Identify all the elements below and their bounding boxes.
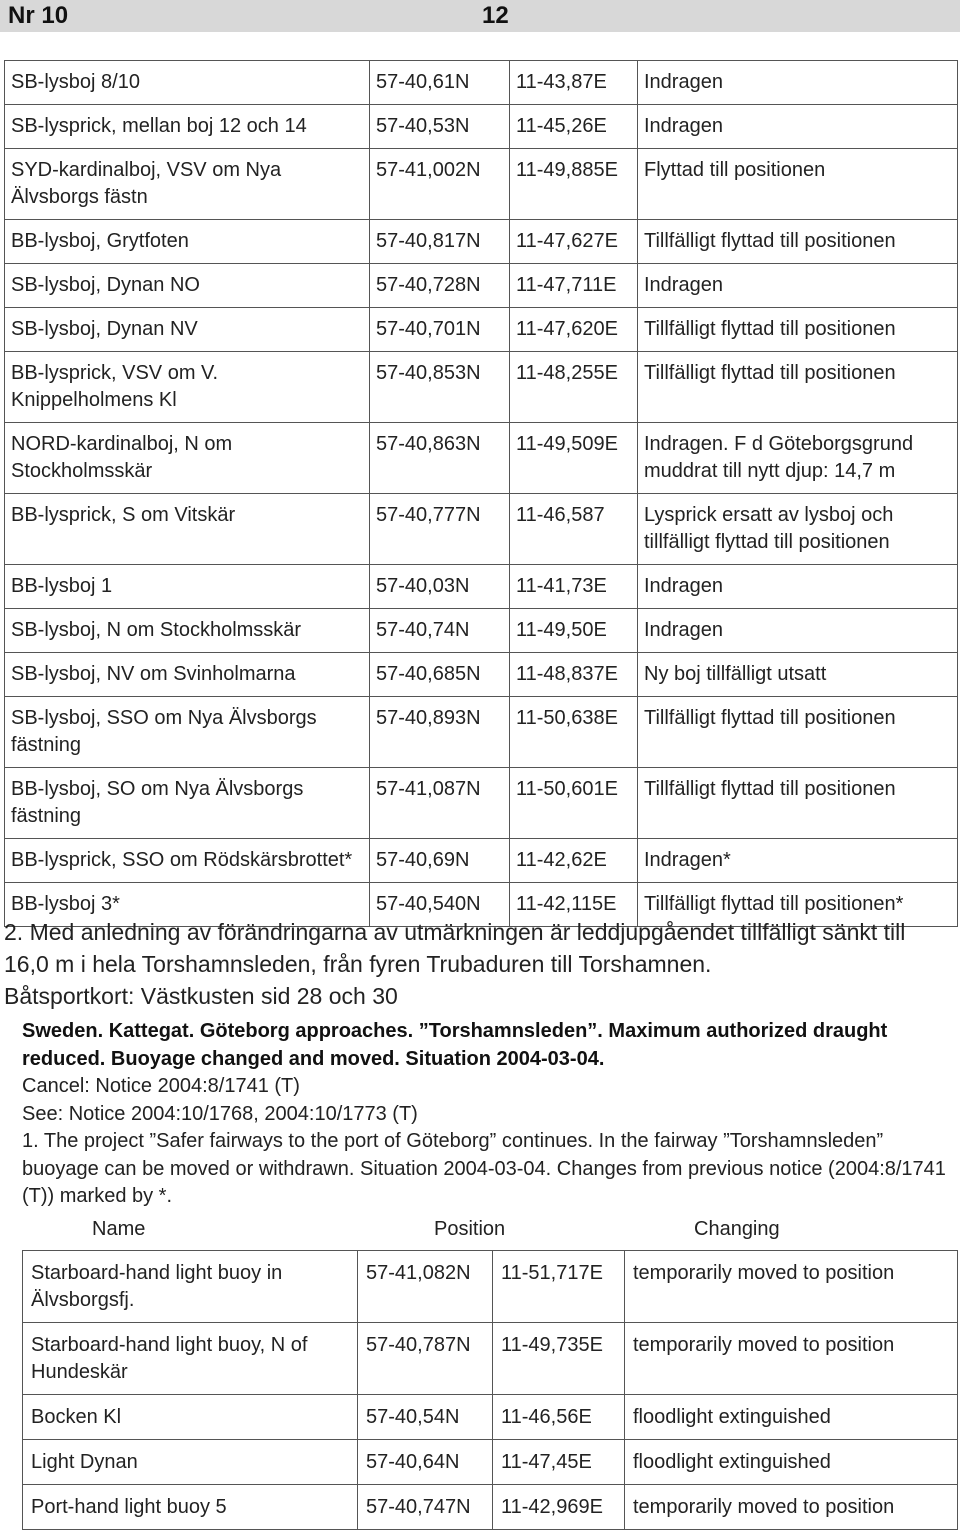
table-row bbox=[5, 264, 958, 308]
buoy-name: BB-lysboj, SO om Nya Älvsborgs fästning bbox=[5, 768, 370, 839]
table-row bbox=[5, 105, 958, 149]
header-position: Position bbox=[434, 1218, 506, 1240]
buoy-change-table-swedish bbox=[4, 60, 958, 927]
change-description: temporarily moved to position bbox=[625, 1485, 958, 1530]
change-description: temporarily moved to position bbox=[625, 1251, 958, 1323]
table-row bbox=[5, 352, 958, 423]
latitude: 57-40,685N bbox=[370, 653, 510, 697]
buoy-name: NORD-kardinalboj, N om Stockholmsskär bbox=[5, 423, 370, 494]
buoy-name: SB-lysboj, N om Stockholmsskär bbox=[5, 609, 370, 653]
latitude: 57-40,53N bbox=[370, 105, 510, 149]
change-description: floodlight extinguished bbox=[625, 1395, 958, 1440]
longitude: 11-51,717E bbox=[493, 1251, 625, 1323]
english-notice bbox=[22, 1018, 952, 1211]
change-description: Tillfälligt flyttad till positionen bbox=[638, 768, 958, 839]
latitude: 57-40,701N bbox=[370, 308, 510, 352]
page-header bbox=[0, 0, 960, 32]
longitude: 11-49,735E bbox=[493, 1323, 625, 1395]
latitude: 57-40,61N bbox=[370, 61, 510, 105]
change-description: Tillfälligt flyttad till positionen bbox=[638, 352, 958, 423]
longitude: 11-48,837E bbox=[510, 653, 638, 697]
table-row bbox=[5, 220, 958, 264]
longitude: 11-49,885E bbox=[510, 149, 638, 220]
header-name: Name bbox=[92, 1218, 146, 1240]
latitude: 57-40,64N bbox=[358, 1440, 493, 1485]
cancel-line: Cancel: Notice 2004:8/1741 (T) bbox=[22, 1075, 300, 1097]
change-description: Tillfälligt flyttad till positionen bbox=[638, 697, 958, 768]
latitude: 57-40,893N bbox=[370, 697, 510, 768]
latitude: 57-40,787N bbox=[358, 1323, 493, 1395]
change-description: Tillfälligt flyttad till positionen bbox=[638, 308, 958, 352]
see-line: See: Notice 2004:10/1768, 2004:10/1773 (T) bbox=[22, 1102, 418, 1125]
latitude: 57-40,777N bbox=[370, 494, 510, 565]
table-row bbox=[23, 1485, 958, 1530]
buoy-name: BB-lysboj 3* bbox=[5, 883, 370, 927]
latitude: 57-41,087N bbox=[370, 768, 510, 839]
longitude: 11-42,62E bbox=[510, 839, 638, 883]
change-description: Indragen bbox=[638, 565, 958, 609]
table-row bbox=[5, 768, 958, 839]
latitude: 57-40,728N bbox=[370, 264, 510, 308]
latitude: 57-40,747N bbox=[358, 1485, 493, 1530]
buoy-name: BB-lysboj 1 bbox=[5, 565, 370, 609]
longitude: 11-47,711E bbox=[510, 264, 638, 308]
buoy-name: SB-lysprick, mellan boj 12 och 14 bbox=[5, 105, 370, 149]
longitude: 11-42,969E bbox=[493, 1485, 625, 1530]
buoy-change-table-english bbox=[22, 1250, 958, 1530]
table-row bbox=[5, 609, 958, 653]
change-description: Flyttad till positionen bbox=[638, 149, 958, 220]
buoy-name: BB-lysprick, SSO om Rödskärsbrottet* bbox=[5, 839, 370, 883]
buoy-name: SB-lysboj, Dynan NO bbox=[5, 264, 370, 308]
buoy-name: SB-lysboj, Dynan NV bbox=[5, 308, 370, 352]
buoy-name: Bocken Kl bbox=[23, 1395, 358, 1440]
longitude: 11-46,587 bbox=[510, 494, 638, 565]
table-row bbox=[5, 653, 958, 697]
longitude: 11-46,56E bbox=[493, 1395, 625, 1440]
longitude: 11-49,50E bbox=[510, 609, 638, 653]
change-description: Indragen* bbox=[638, 839, 958, 883]
table-row bbox=[5, 61, 958, 105]
buoy-name: Starboard-hand light buoy, N of Hundeskär bbox=[23, 1323, 358, 1395]
buoy-name: BB-lysprick, S om Vitskär bbox=[5, 494, 370, 565]
page-number: 12 bbox=[482, 2, 509, 29]
latitude: 57-41,082N bbox=[358, 1251, 493, 1323]
longitude: 11-49,509E bbox=[510, 423, 638, 494]
change-description: Indragen bbox=[638, 61, 958, 105]
change-description: Tillfälligt flyttad till positionen bbox=[638, 220, 958, 264]
longitude: 11-47,45E bbox=[493, 1440, 625, 1485]
longitude: 11-47,620E bbox=[510, 308, 638, 352]
table-row bbox=[5, 565, 958, 609]
buoy-name: SB-lysboj, NV om Svinholmarna bbox=[5, 653, 370, 697]
buoy-name: Starboard-hand light buoy in Älvsborgsfj. bbox=[23, 1251, 358, 1323]
section-2 bbox=[4, 916, 954, 1012]
longitude: 11-50,638E bbox=[510, 697, 638, 768]
table-row bbox=[23, 1323, 958, 1395]
change-description: Indragen bbox=[638, 105, 958, 149]
change-description: floodlight extinguished bbox=[625, 1440, 958, 1485]
longitude: 11-47,627E bbox=[510, 220, 638, 264]
change-description: temporarily moved to position bbox=[625, 1323, 958, 1395]
longitude: 11-45,26E bbox=[510, 105, 638, 149]
table-row bbox=[23, 1440, 958, 1485]
longitude: 11-41,73E bbox=[510, 565, 638, 609]
table-row bbox=[5, 839, 958, 883]
change-description: Tillfälligt flyttad till positionen* bbox=[638, 883, 958, 927]
latitude: 57-40,54N bbox=[358, 1395, 493, 1440]
latitude: 57-40,74N bbox=[370, 609, 510, 653]
table-row bbox=[23, 1395, 958, 1440]
latitude: 57-40,863N bbox=[370, 423, 510, 494]
buoy-name: Light Dynan bbox=[23, 1440, 358, 1485]
table-row bbox=[5, 308, 958, 352]
longitude: 11-48,255E bbox=[510, 352, 638, 423]
buoy-name: BB-lysprick, VSV om V. Knippelholmens Kl bbox=[5, 352, 370, 423]
table-row bbox=[5, 697, 958, 768]
table-row bbox=[5, 149, 958, 220]
header-changing: Changing bbox=[694, 1218, 780, 1240]
buoy-name: Port-hand light buoy 5 bbox=[23, 1485, 358, 1530]
table-row bbox=[5, 494, 958, 565]
latitude: 57-40,853N bbox=[370, 352, 510, 423]
english-title: Sweden. Kattegat. Göteborg approaches. ”Torshamnsleden”. Maximum authorized draught reduced. Buoyage changed and moved. Situation 2004-03-04. bbox=[22, 1020, 888, 1070]
table-row bbox=[23, 1251, 958, 1323]
latitude: 57-40,817N bbox=[370, 220, 510, 264]
change-description: Indragen bbox=[638, 264, 958, 308]
longitude: 11-43,87E bbox=[510, 61, 638, 105]
section-2-paragraph: 2. Med anledning av förändringarna av utmärkningen är leddjupgåendet tillfälligt sänkt till 16,0 m i hela Torshamnsleden, från fyren Trubaduren till Torshamnen. bbox=[4, 919, 906, 977]
buoy-name: SYD-kardinalboj, VSV om Nya Älvsborgs fästn bbox=[5, 149, 370, 220]
buoy-name: SB-lysboj 8/10 bbox=[5, 61, 370, 105]
latitude: 57-40,540N bbox=[370, 883, 510, 927]
latitude: 57-40,03N bbox=[370, 565, 510, 609]
latitude: 57-40,69N bbox=[370, 839, 510, 883]
buoy-name: BB-lysboj, Grytfoten bbox=[5, 220, 370, 264]
change-description: Indragen. F d Göteborgsgrund muddrat till nytt djup: 14,7 m bbox=[638, 423, 958, 494]
english-note: 1. The project ”Safer fairways to the port of Göteborg” continues. In the fairway ”Torshamnsleden” buoyage can be moved or withdrawn. Situation 2004-03-04. Changes from previous notice (2004:8/1741 (T)) marked by *. bbox=[22, 1130, 946, 1207]
change-description: Ny boj tillfälligt utsatt bbox=[638, 653, 958, 697]
table-row bbox=[5, 423, 958, 494]
change-description: Indragen bbox=[638, 609, 958, 653]
longitude: 11-50,601E bbox=[510, 768, 638, 839]
latitude: 57-41,002N bbox=[370, 149, 510, 220]
issue-number: Nr 10 bbox=[8, 2, 69, 29]
buoy-name: SB-lysboj, SSO om Nya Älvsborgs fästning bbox=[5, 697, 370, 768]
longitude: 11-42,115E bbox=[510, 883, 638, 927]
change-description: Lysprick ersatt av lysboj och tillfälligt flyttad till positionen bbox=[638, 494, 958, 565]
chart-reference: Båtsportkort: Västkusten sid 28 och 30 bbox=[4, 983, 398, 1009]
english-table-header bbox=[22, 1218, 958, 1246]
